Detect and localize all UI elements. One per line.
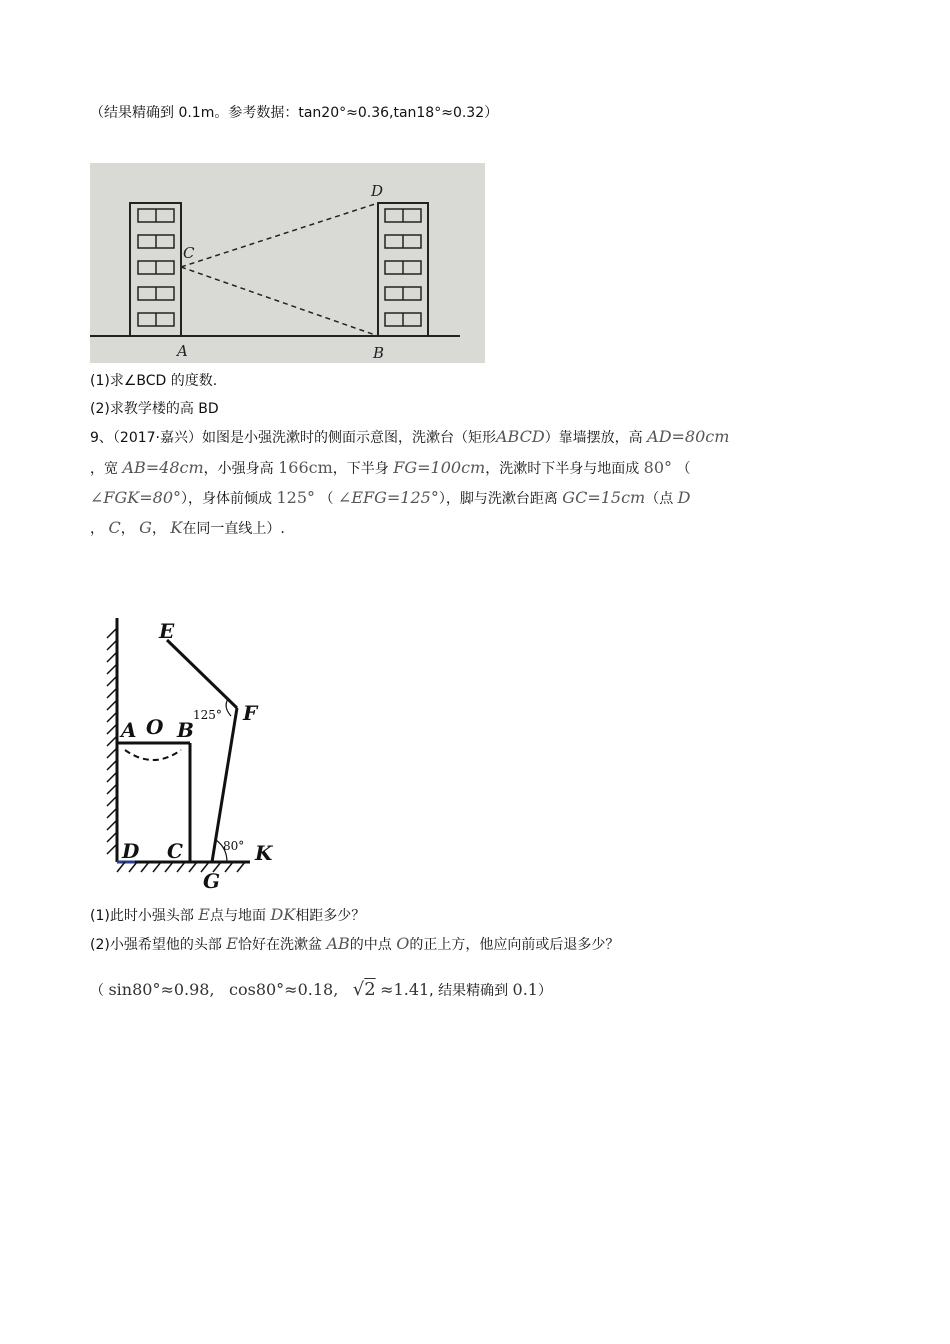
q9-text: 相距多少？ <box>295 908 366 924</box>
q9-math: O <box>396 934 410 953</box>
q9-part2 <box>90 934 619 955</box>
q9-text: ，小强身高 <box>203 461 274 477</box>
q9-math: cos80°≈0.18, <box>229 980 339 999</box>
fig2-label-a: A <box>121 718 137 742</box>
fig2-label-c: C <box>167 839 183 863</box>
buildings-figure <box>90 163 485 363</box>
q9-math: ∠FGK=80° <box>90 488 182 507</box>
q9-text: 9、（2017·嘉兴）如图是小强洗漱时的侧面示意图，洗漱台（矩形 <box>90 430 496 446</box>
q9-text: (2)小强希望他的头部 <box>90 937 222 953</box>
q9-math: 80° <box>643 458 673 477</box>
q9-reference <box>90 980 552 1001</box>
q9-math: ∠EFG=125° <box>337 488 439 507</box>
fig2-label-e: E <box>159 619 175 643</box>
q9-text: ，宽 <box>90 461 118 477</box>
q9-text: ，下半身 <box>332 461 389 477</box>
q9-math: C <box>108 518 121 537</box>
q9-text: 恰好在洗漱盆 <box>237 937 322 953</box>
q9-text: 点与地面 <box>209 908 266 924</box>
q9-math: FG=100cm <box>393 458 486 477</box>
q9-math: D <box>677 488 691 507</box>
q9-text: ， <box>120 521 135 537</box>
q9-math: 0.1 <box>512 980 538 999</box>
fig1-label-a: A <box>177 342 188 360</box>
fig1-label-c: C <box>183 244 195 262</box>
q9-math: E <box>226 934 238 953</box>
q9-text: 的正上方，他应向前或后退多少？ <box>409 937 620 953</box>
q9-text: ，洗漱时下半身与地面成 <box>485 461 640 477</box>
q9-math: DK <box>270 905 296 924</box>
q9-math: 125° <box>276 488 316 507</box>
q9-text: （ <box>676 461 691 477</box>
q9-line2 <box>90 458 690 479</box>
q9-math: AD=80cm <box>647 427 730 446</box>
q9-math: ≈1.41 <box>380 980 430 999</box>
q9-math: GC=15cm <box>562 488 646 507</box>
q9-text: 在同一直线上）. <box>182 521 285 537</box>
fig2-angle-80: 80° <box>223 839 245 853</box>
q9-math: G <box>139 518 152 537</box>
q9-line1 <box>90 427 729 448</box>
reference-note: （结果精确到 0.1m。参考数据：tan20°≈0.36,tan18°≈0.32） <box>90 105 499 121</box>
sqrt-symbol: √2 <box>352 979 376 1000</box>
q9-text: ），脚与洗漱台距离 <box>438 491 558 507</box>
fig2-label-k: K <box>255 841 273 865</box>
q9-math: AB=48cm <box>122 458 204 477</box>
fig1-label-d: D <box>371 182 384 200</box>
q9-math: E <box>198 905 210 924</box>
fig2-label-o: O <box>146 715 164 739</box>
q9-math: 166cm <box>278 458 333 477</box>
q8-part2: (2)求教学楼的高 BD <box>90 401 219 417</box>
fig2-label-g: G <box>203 869 221 893</box>
q9-math: AB <box>326 934 350 953</box>
fig2-label-d: D <box>122 839 140 863</box>
q9-text: （ <box>319 491 334 507</box>
q9-line4 <box>90 518 285 539</box>
q9-text: ）靠墙摆放，高 <box>544 430 643 446</box>
q9-part1 <box>90 905 365 926</box>
fig2-label-f: F <box>243 701 258 725</box>
q9-math: K <box>170 518 183 537</box>
q9-math: ABCD <box>496 427 545 446</box>
q9-math: 2 <box>364 979 376 1000</box>
q9-text: , 结果精确到 <box>429 983 509 999</box>
q9-line3 <box>90 488 691 509</box>
q9-text: ， <box>151 521 166 537</box>
fig1-label-b: B <box>373 344 385 362</box>
q9-text: 的中点 <box>349 937 392 953</box>
q9-text: （ <box>90 983 104 999</box>
washing-figure <box>95 610 285 895</box>
q9-text: ， <box>90 521 104 537</box>
q9-math: sin80°≈0.98, <box>108 980 215 999</box>
fig2-angle-125: 125° <box>193 708 222 722</box>
fig2-label-b: B <box>177 718 194 742</box>
q9-text: ），身体前倾成 <box>181 491 273 507</box>
q9-text: (1)此时小强头部 <box>90 908 194 924</box>
q9-text: （点 <box>645 491 674 507</box>
q9-text: ） <box>537 983 552 999</box>
q8-part1: (1)求∠BCD 的度数. <box>90 373 218 389</box>
